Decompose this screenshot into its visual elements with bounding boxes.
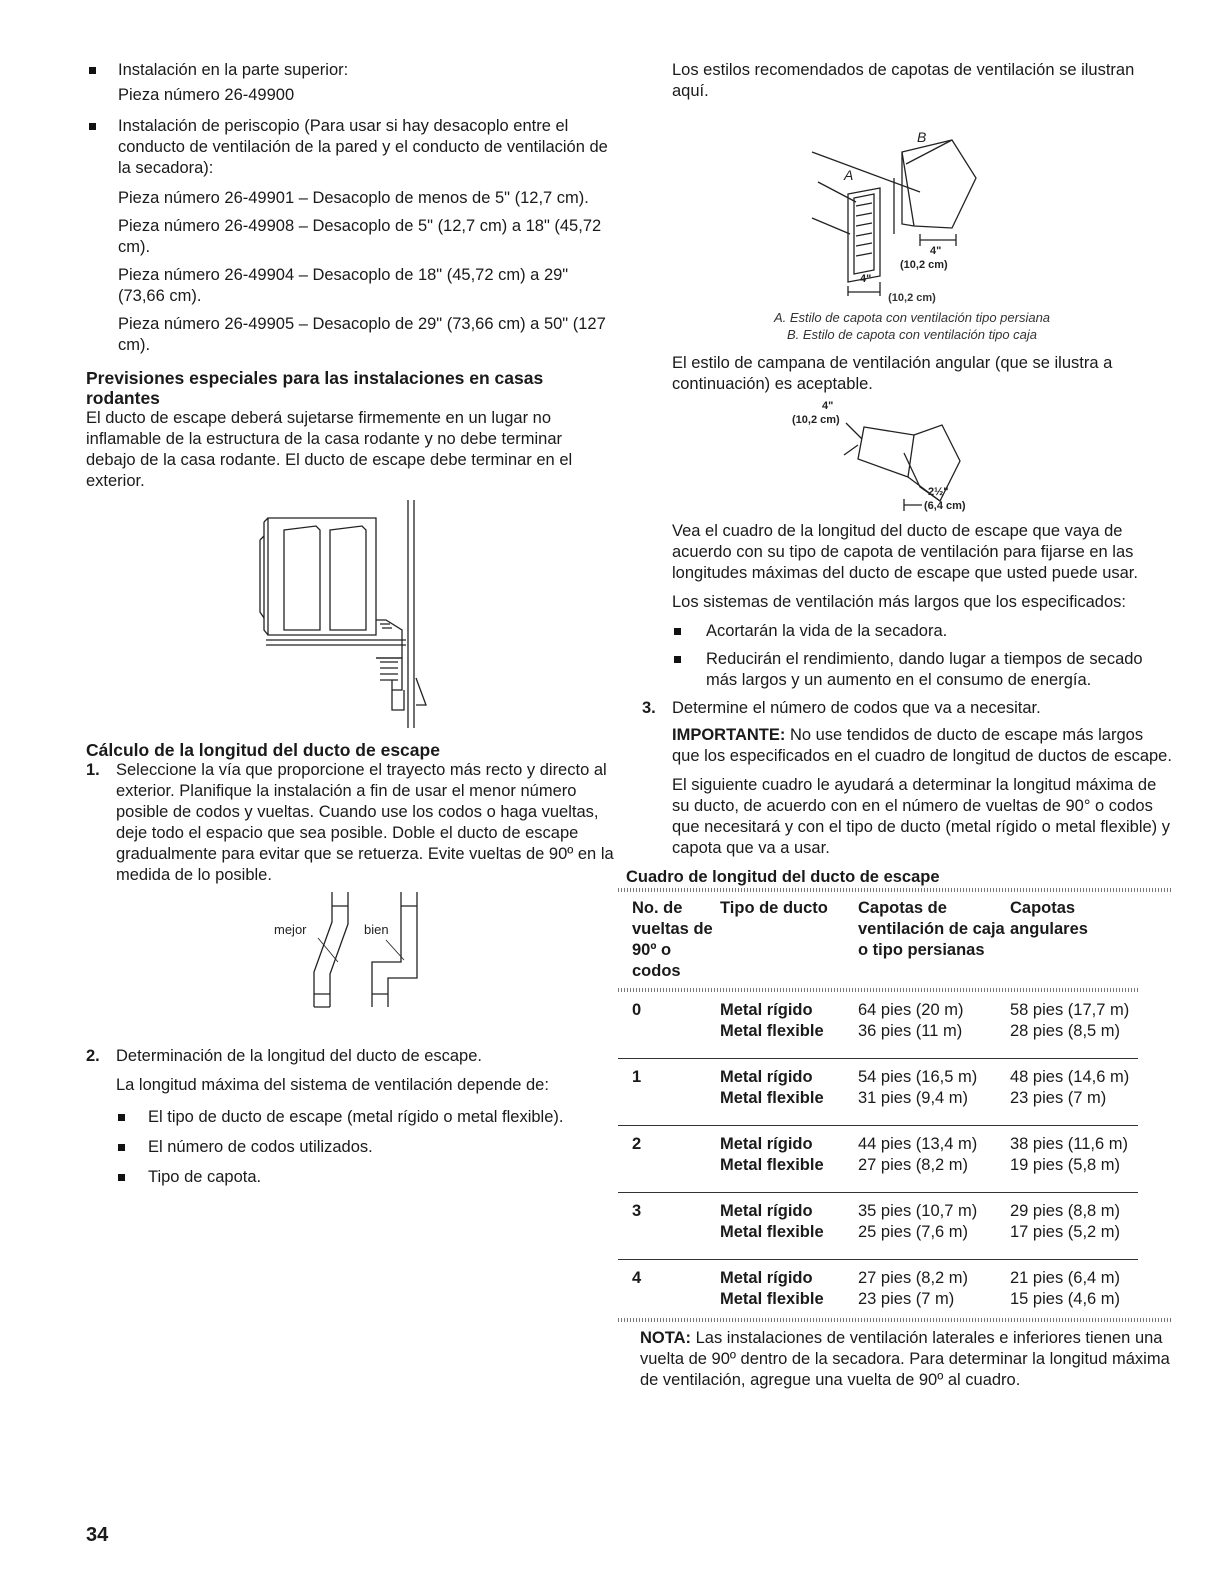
cell-line: 23 pies (7 m) — [858, 1290, 955, 1308]
cell-line: 19 pies (5,8 m) — [1010, 1156, 1121, 1174]
list-item: Acortarán la vida de la secadora. — [652, 621, 1172, 642]
cell-line: Metal rígido — [720, 1202, 813, 1220]
step-text: Seleccione la vía que proporcione el trayecto más recto y directo al exterior. Planifique la instalación a fin de usar el menor número posible de codos y vueltas. Cuando use los codos o haga vueltas, deje todo el espacio que sea posible. Doble el ducto de escape gradualmente para evitar que se retuerza. Evite vueltas de 90º en la medida de lo posible. — [116, 761, 614, 884]
table-cell — [1010, 1193, 1138, 1260]
cell-line: 64 pies (20 m) — [858, 1001, 964, 1019]
list-item: El tipo de ducto de escape (metal rígido o metal flexible). — [86, 1107, 616, 1128]
right-column — [626, 60, 1172, 1391]
note-label: NOTA: — [640, 1329, 692, 1347]
important-note — [652, 725, 1172, 767]
cell-line: Metal rígido — [720, 1135, 813, 1153]
section-heading: Previsiones especiales para las instalaciones en casas rodantes — [86, 368, 544, 408]
cell-line: 38 pies (11,6 m) — [1010, 1135, 1128, 1153]
paragraph: Vea el cuadro de la longitud del ducto de escape que vaya de acuerdo con su tipo de capota de ventilación para fijarse en las longitudes máximas del ducto de escape que usted puede usar. — [672, 522, 1138, 582]
step-number: 1. — [86, 761, 100, 779]
list-item: El número de codos utilizados. — [86, 1137, 616, 1158]
cell-line: Metal rígido — [720, 1269, 813, 1287]
table-cell — [858, 1193, 1010, 1260]
table-cell — [1010, 992, 1138, 1059]
cell-line: 21 pies (6,4 m) — [1010, 1269, 1121, 1287]
column-header: Capotas de ventilación de caja o tipo persianas — [858, 899, 1005, 959]
vent-length-table-wrapper — [618, 888, 1172, 1322]
vent-hood-illustration — [652, 106, 1172, 296]
paragraph: El ducto de escape deberá sujetarse firmemente en un lugar no inflamable de la estructura de la casa rodante y no debe terminar debajo de la casa rodante. El ducto de escape debe terminar en el exterior. — [86, 409, 573, 490]
dim-label: (6,4 cm) — [924, 500, 966, 512]
cell-line: Metal rígido — [720, 1068, 813, 1086]
angled-hood-illustration — [652, 399, 1172, 517]
cell-line: Metal flexible — [720, 1223, 824, 1241]
important-label: IMPORTANTE: — [672, 726, 786, 744]
paragraph: La longitud máxima del sistema de ventilación depende de: — [116, 1076, 549, 1094]
cell-line: 23 pies (7 m) — [1010, 1089, 1107, 1107]
table-header-row — [618, 892, 1138, 988]
table-title: Cuadro de longitud del ducto de escape — [626, 868, 940, 886]
paragraph: El estilo de campana de ventilación angular (que se ilustra a continuación) es aceptable. — [672, 354, 1113, 393]
table-row — [618, 992, 1138, 1059]
note-text: Las instalaciones de ventilación laterales e inferiores tienen una vuelta de 90º dentro de la secadora. Para determinar la longitud máxima de ventilación, agregue una vuelta de 90º al cuadro. — [640, 1329, 1170, 1389]
column-header: No. de vueltas de 90º o codos — [632, 899, 713, 980]
table-cell — [720, 992, 858, 1059]
table-cell — [858, 1260, 1010, 1319]
cell-line: 36 pies (11 m) — [858, 1022, 963, 1040]
cell-line: Metal rígido — [720, 1001, 813, 1019]
part-number: Pieza número 26-49900 — [118, 86, 295, 104]
numbered-step — [86, 760, 616, 886]
dim-label: 4" — [822, 400, 834, 412]
figure-caption: A. Estilo de capota con ventilación tipo persiana — [773, 310, 1051, 325]
table-cell — [858, 1059, 1010, 1126]
table-cell — [720, 1260, 858, 1319]
table-cell — [1010, 1126, 1138, 1193]
cell-line: 44 pies (13,4 m) — [858, 1135, 978, 1153]
list-item: Reducirán el rendimiento, dando lugar a tiempos de secado más largos y un aumento en el consumo de energía. — [652, 649, 1172, 691]
table-row — [618, 1059, 1138, 1126]
important-text: No use tendidos de ducto de escape más largos que los especificados en el cuadro de longitud de ductos de escape. — [672, 726, 1172, 765]
cell-line: Metal flexible — [720, 1089, 824, 1107]
table-cell: 0 — [632, 1001, 642, 1019]
table-cell — [1010, 1059, 1138, 1126]
dim-label: (10,2 cm) — [792, 414, 840, 426]
paragraph: Los sistemas de ventilación más largos que los especificados: — [672, 593, 1126, 611]
cell-line: 29 pies (8,8 m) — [1010, 1202, 1121, 1220]
list-item: Instalación en la parte superior: — [86, 60, 616, 81]
divider — [618, 1318, 1172, 1322]
callout-a: A — [844, 167, 854, 183]
cell-line: 25 pies (7,6 m) — [858, 1223, 969, 1241]
dim-label: 2½" — [928, 486, 949, 498]
cell-line: 48 pies (14,6 m) — [1010, 1068, 1130, 1086]
cell-line: 58 pies (17,7 m) — [1010, 1001, 1130, 1019]
note — [640, 1328, 1172, 1391]
table-cell — [720, 1193, 858, 1260]
table-cell — [858, 1126, 1010, 1193]
page-number: 34 — [86, 1524, 109, 1546]
left-column — [86, 60, 616, 1197]
table-row — [618, 1126, 1138, 1193]
dim-label: 4" — [930, 245, 942, 257]
table-row — [618, 1193, 1138, 1260]
table-row — [618, 1260, 1138, 1319]
dim-label: 4" — [860, 273, 872, 285]
dim-label: (10,2 cm) — [900, 259, 948, 271]
step-number: 3. — [642, 699, 656, 717]
cell-line: 54 pies (16,5 m) — [858, 1068, 978, 1086]
label-bien: bien — [364, 922, 389, 937]
section-heading: Cálculo de la longitud del ducto de escape — [86, 740, 440, 760]
mobile-home-dryer-illustration — [86, 500, 616, 728]
part-number: Pieza número 26-49901 – Desacoplo de menos de 5" (12,7 cm). — [118, 189, 589, 207]
column-header: Tipo de ducto — [720, 899, 828, 917]
table-cell — [858, 992, 1010, 1059]
numbered-step — [86, 1046, 616, 1067]
dim-label: (10,2 cm) — [888, 292, 936, 304]
cell-line: 27 pies (8,2 m) — [858, 1156, 969, 1174]
cell-line: Metal flexible — [720, 1290, 824, 1308]
callout-b: B — [917, 129, 927, 145]
paragraph: Los estilos recomendados de capotas de ventilación se ilustran aquí. — [672, 61, 1135, 100]
cell-line: 31 pies (9,4 m) — [858, 1089, 969, 1107]
figure-caption: B. Estilo de capota con ventilación tipo caja — [786, 327, 1038, 342]
cell-line: 15 pies (4,6 m) — [1010, 1290, 1121, 1308]
part-number: Pieza número 26-49904 – Desacoplo de 18" (45,72 cm) a 29" (73,66 cm). — [118, 266, 569, 305]
table-cell: 4 — [618, 1260, 720, 1319]
table-cell — [720, 1059, 858, 1126]
cell-line: Metal flexible — [720, 1156, 824, 1174]
vent-length-table — [618, 892, 1138, 1318]
part-number: Pieza número 26-49905 – Desacoplo de 29" (73,66 cm) a 50" (127 cm). — [118, 315, 606, 354]
cell-line: 35 pies (10,7 m) — [858, 1202, 978, 1220]
list-item: Instalación de periscopio (Para usar si hay desacoplo entre el conducto de ventilación de la pared y el conducto de ventilación de la secadora): — [86, 116, 616, 179]
label-mejor: mejor — [274, 922, 307, 937]
list-item: Tipo de capota. — [86, 1167, 616, 1188]
part-number: Pieza número 26-49908 – Desacoplo de 5" (12,7 cm) a 18" (45,72 cm). — [118, 217, 602, 256]
table-cell: 2 — [618, 1126, 720, 1193]
table-cell: 3 — [618, 1193, 720, 1260]
step-number: 2. — [86, 1047, 100, 1065]
table-cell: 1 — [618, 1059, 720, 1126]
step-text: Determinación de la longitud del ducto de escape. — [116, 1047, 482, 1065]
step-text: Determine el número de codos que va a necesitar. — [672, 699, 1041, 717]
paragraph: El siguiente cuadro le ayudará a determinar la longitud máxima de su ducto, de acuerdo con en el número de vueltas de 90° o codos que necesitará y con el tipo de ducto (metal rígido o metal flexible) y capota que va a usar. — [672, 776, 1171, 857]
cell-line: Metal flexible — [720, 1022, 824, 1040]
duct-elbow-illustration — [86, 892, 616, 1042]
numbered-step — [642, 698, 1172, 719]
table-cell — [720, 1126, 858, 1193]
cell-line: 28 pies (8,5 m) — [1010, 1022, 1121, 1040]
cell-line: 27 pies (8,2 m) — [858, 1269, 969, 1287]
cell-line: 17 pies (5,2 m) — [1010, 1223, 1121, 1241]
table-cell — [1010, 1260, 1138, 1319]
column-header: Capotas angulares — [1010, 899, 1088, 938]
